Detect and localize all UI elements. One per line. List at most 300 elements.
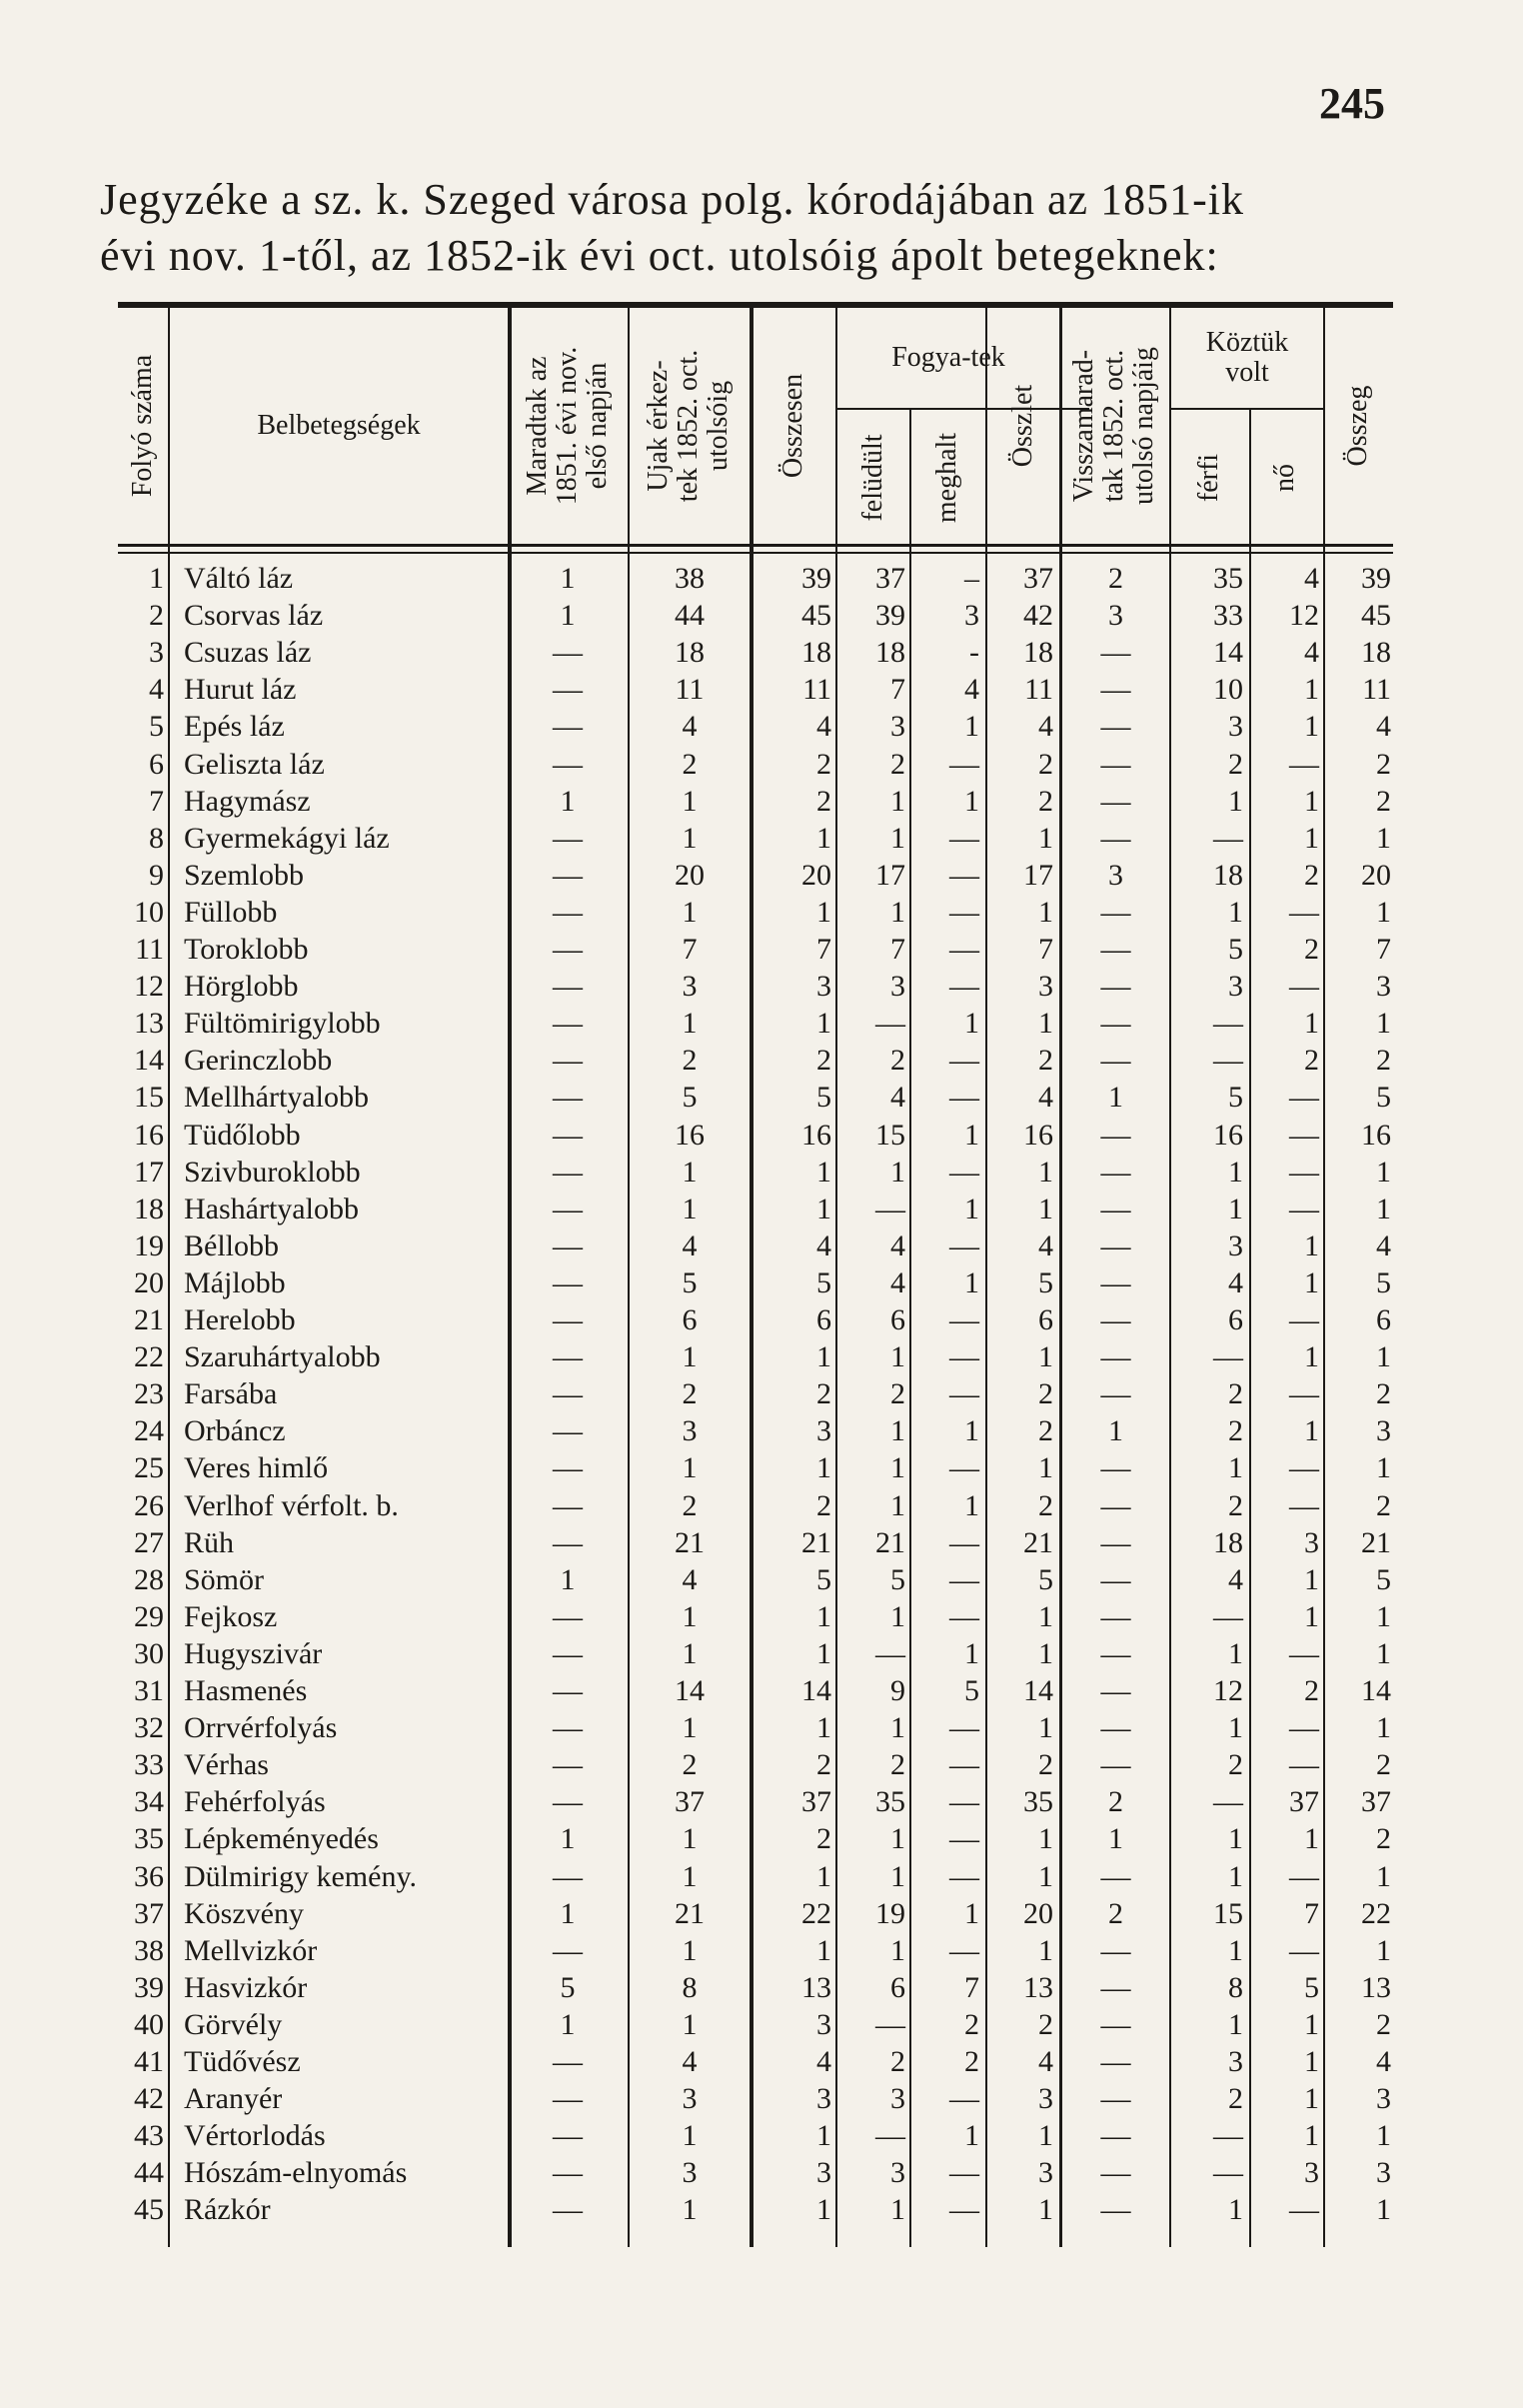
grand-total-value: 14	[1361, 1674, 1391, 1707]
total-value: 4	[816, 1228, 831, 1262]
died-value: —	[949, 1748, 979, 1782]
male-value: —	[1213, 2119, 1243, 2153]
female-value: —	[1289, 1192, 1319, 1225]
grand-total-value: 2	[1376, 747, 1391, 781]
male-value: 1	[1228, 1711, 1243, 1745]
male-value: —	[1213, 1044, 1243, 1078]
female-value: —	[1289, 1155, 1319, 1189]
total-value: 1	[816, 1711, 831, 1745]
disease-name: Lépkeményedés	[184, 1822, 379, 1856]
row-number: 38	[134, 1933, 164, 1967]
female-value: —	[1289, 1118, 1319, 1152]
female-value: —	[1289, 970, 1319, 1004]
male-value: 1	[1228, 1192, 1243, 1225]
total-value: 18	[801, 636, 831, 670]
male-value: 1	[1228, 1859, 1243, 1893]
new-value: 1	[682, 1451, 698, 1485]
died-value: 3	[964, 599, 979, 633]
new-value: 21	[675, 1525, 705, 1559]
recovered-value: 2	[890, 2045, 905, 2078]
new-value: 1	[682, 1599, 698, 1633]
stayed-value: —	[1100, 1933, 1131, 1967]
stayed-value: —	[1100, 1748, 1131, 1782]
row-number: 18	[134, 1192, 164, 1225]
female-value: —	[1289, 1636, 1319, 1670]
disease-name: Aranyér	[184, 2082, 283, 2116]
total-value: 3	[816, 2156, 831, 2190]
female-value: 1	[1304, 2119, 1319, 2153]
new-value: 1	[682, 1340, 698, 1374]
grand-total-value: 5	[1376, 1562, 1391, 1596]
recovered-value: 7	[890, 673, 905, 707]
remained-value: —	[553, 858, 583, 892]
male-value: 16	[1213, 1118, 1243, 1152]
recovered-value: 21	[875, 1525, 905, 1559]
disease-name: Hörglobb	[184, 970, 299, 1004]
total-value: 2	[816, 1488, 831, 1522]
grand-total-value: 1	[1376, 1192, 1391, 1225]
total-value: 1	[816, 1340, 831, 1374]
recovered-value: 2	[890, 747, 905, 781]
male-value: 3	[1228, 2045, 1243, 2078]
row-number: 24	[134, 1414, 164, 1448]
new-value: 4	[682, 2045, 698, 2078]
table-row	[118, 1709, 1393, 1746]
recovered-value: 1	[890, 1711, 905, 1745]
remained-value: 1	[560, 2007, 576, 2041]
row-number: 21	[134, 1303, 164, 1336]
table-row	[118, 1895, 1393, 1932]
table-row	[118, 1820, 1393, 1857]
total-value: 2	[816, 747, 831, 781]
grand-total-value: 4	[1376, 710, 1391, 744]
stayed-value: —	[1100, 1007, 1131, 1041]
remained-value: —	[553, 1044, 583, 1078]
header-bottom-rule	[118, 544, 1393, 547]
recovered-value: 1	[890, 1822, 905, 1856]
row-number: 23	[134, 1377, 164, 1411]
header-remained-line: Maradtak az	[522, 356, 553, 496]
new-value: 11	[675, 673, 705, 707]
total-value: 11	[802, 673, 831, 707]
total-value: 37	[801, 1785, 831, 1819]
male-value: 5	[1228, 933, 1243, 966]
remained-value: —	[553, 2193, 583, 2227]
new-value: 18	[675, 636, 705, 670]
disease-name: Epés láz	[184, 710, 285, 744]
died-value: —	[949, 1081, 979, 1115]
stayed-value: 1	[1108, 1822, 1123, 1856]
died-value: 1	[964, 1636, 979, 1670]
died-value: —	[949, 1525, 979, 1559]
remained-value: 1	[560, 1822, 576, 1856]
male-value: 2	[1228, 2082, 1243, 2116]
table-row	[118, 1227, 1393, 1264]
remained-value: —	[553, 1785, 583, 1819]
new-value: 2	[682, 1377, 698, 1411]
stayed-value: —	[1100, 1044, 1131, 1078]
grand-total-value: 2	[1376, 1488, 1391, 1522]
died-value: —	[949, 1562, 979, 1596]
recovered-value: 4	[890, 1228, 905, 1262]
total-value: 3	[816, 2082, 831, 2116]
male-value: 3	[1228, 970, 1243, 1004]
table-row	[118, 1264, 1393, 1301]
osszlet-value: 2	[1038, 1044, 1053, 1078]
new-value: 1	[682, 1192, 698, 1225]
osszlet-value: 1	[1038, 1340, 1053, 1374]
new-value: 5	[682, 1265, 698, 1299]
disease-name: Füllobb	[184, 895, 278, 929]
recovered-value: 1	[890, 1599, 905, 1633]
header-male: férfi	[1193, 453, 1224, 503]
remained-value: 5	[560, 1970, 576, 2004]
table-row	[118, 968, 1393, 1005]
died-value: 2	[964, 2045, 979, 2078]
header-remained	[523, 347, 613, 505]
grand-total-value: 1	[1376, 1340, 1391, 1374]
died-value: —	[949, 1933, 979, 1967]
table-row	[118, 931, 1393, 968]
table-row	[118, 1746, 1393, 1783]
total-value: 3	[816, 2007, 831, 2041]
new-value: 1	[682, 1859, 698, 1893]
female-value: 12	[1289, 599, 1319, 633]
grand-total-value: 4	[1376, 1228, 1391, 1262]
new-value: 1	[682, 1711, 698, 1745]
total-value: 20	[801, 858, 831, 892]
female-value: —	[1289, 1377, 1319, 1411]
remained-value: —	[553, 2156, 583, 2190]
died-value: 1	[964, 1896, 979, 1930]
recovered-value: 1	[890, 1414, 905, 1448]
total-value: 7	[816, 933, 831, 966]
header-stayed-line: Visszamarad-	[1068, 349, 1099, 503]
new-value: 14	[675, 1674, 705, 1707]
osszlet-value: 13	[1023, 1970, 1053, 2004]
female-value: 4	[1304, 636, 1319, 670]
remained-value: —	[553, 1007, 583, 1041]
total-value: 1	[816, 1155, 831, 1189]
disease-name: Fejkosz	[184, 1599, 278, 1633]
osszlet-value: 1	[1038, 1822, 1053, 1856]
female-value: —	[1289, 1933, 1319, 1967]
remained-value: 1	[560, 1896, 576, 1930]
table-row	[118, 1338, 1393, 1375]
row-number: 41	[134, 2045, 164, 2078]
total-value: 2	[816, 1748, 831, 1782]
died-value: 2	[964, 2007, 979, 2041]
disease-name: Szemlobb	[184, 858, 304, 892]
row-number: 42	[134, 2082, 164, 2116]
female-value: 1	[1304, 1007, 1319, 1041]
remained-value: —	[553, 1228, 583, 1262]
disease-name: Hasvizkór	[184, 1970, 308, 2004]
total-value: 14	[801, 1674, 831, 1707]
stayed-value: —	[1100, 2193, 1131, 2227]
row-number: 36	[134, 1859, 164, 1893]
osszlet-value: 1	[1038, 2119, 1053, 2153]
stayed-value: —	[1100, 2082, 1131, 2116]
recovered-value: 3	[890, 2082, 905, 2116]
stayed-value: —	[1100, 2156, 1131, 2190]
disease-name: Hurut láz	[184, 673, 297, 707]
disease-name: Csuzas láz	[184, 636, 312, 670]
new-value: 1	[682, 784, 698, 818]
total-value: 5	[816, 1562, 831, 1596]
new-value: 1	[682, 1007, 698, 1041]
stayed-value: —	[1100, 1859, 1131, 1893]
died-value: —	[949, 2193, 979, 2227]
recovered-value: —	[875, 1192, 905, 1225]
grand-total-value: 16	[1361, 1118, 1391, 1152]
died-value: 4	[964, 673, 979, 707]
new-value: 2	[682, 747, 698, 781]
stayed-value: —	[1100, 821, 1131, 855]
remained-value: —	[553, 1859, 583, 1893]
female-value: 1	[1304, 1599, 1319, 1633]
row-number: 8	[149, 821, 164, 855]
osszlet-value: 1	[1038, 821, 1053, 855]
osszlet-value: 1	[1038, 1599, 1053, 1633]
row-number: 10	[134, 895, 164, 929]
total-value: 4	[816, 2045, 831, 2078]
new-value: 2	[682, 1044, 698, 1078]
stayed-value: —	[1100, 2007, 1131, 2041]
recovered-value: 3	[890, 710, 905, 744]
disease-name: Váltó láz	[184, 562, 294, 595]
recovered-value: 3	[890, 970, 905, 1004]
new-value: 1	[682, 2193, 698, 2227]
table-row	[118, 894, 1393, 931]
grand-total-value: 3	[1376, 2156, 1391, 2190]
grand-total-value: 1	[1376, 1711, 1391, 1745]
osszlet-value: 4	[1038, 710, 1053, 744]
new-value: 2	[682, 1748, 698, 1782]
remained-value: —	[553, 1414, 583, 1448]
header-total: Összesen	[777, 373, 808, 479]
died-value: —	[949, 1228, 979, 1262]
died-value: 1	[964, 2119, 979, 2153]
disease-name: Mellhártyalobb	[184, 1081, 369, 1115]
male-value: —	[1213, 1340, 1243, 1374]
row-number: 26	[134, 1488, 164, 1522]
male-value: 2	[1228, 1748, 1243, 1782]
grand-total-value: 3	[1376, 1414, 1391, 1448]
remained-value: —	[553, 1488, 583, 1522]
male-value: 10	[1213, 673, 1243, 707]
died-value: —	[949, 1711, 979, 1745]
table-row	[118, 671, 1393, 708]
total-value: 45	[801, 599, 831, 633]
row-number: 20	[134, 1265, 164, 1299]
stayed-value: —	[1100, 1525, 1131, 1559]
recovered-value: —	[875, 1007, 905, 1041]
remained-value: 1	[560, 784, 576, 818]
disease-name: Hashártyalobb	[184, 1192, 359, 1225]
male-value: 1	[1228, 1636, 1243, 1670]
total-value: 4	[816, 710, 831, 744]
total-value: 5	[816, 1081, 831, 1115]
row-number: 7	[149, 784, 164, 818]
died-value: 1	[964, 1007, 979, 1041]
table-row	[118, 708, 1393, 745]
osszlet-value: 21	[1023, 1525, 1053, 1559]
male-value: 1	[1228, 895, 1243, 929]
header-died: meghalt	[931, 432, 962, 524]
remained-value: 1	[560, 562, 576, 595]
row-number: 1	[149, 562, 164, 595]
row-number: 3	[149, 636, 164, 670]
died-value: —	[949, 1044, 979, 1078]
table-row	[118, 2080, 1393, 2117]
row-number: 32	[134, 1711, 164, 1745]
osszlet-value: 5	[1038, 1562, 1053, 1596]
new-value: 1	[682, 1636, 698, 1670]
female-value: 1	[1304, 1562, 1319, 1596]
female-value: 1	[1304, 2007, 1319, 2041]
page-number: 245	[1319, 79, 1385, 128]
header-remained-line: első napján	[582, 362, 613, 490]
grand-total-value: 1	[1376, 2119, 1391, 2153]
osszlet-value: 4	[1038, 1081, 1053, 1115]
new-value: 4	[682, 710, 698, 744]
header-stayed-line: utolsó napjáig	[1128, 347, 1159, 505]
row-number: 14	[134, 1044, 164, 1078]
remained-value: —	[553, 1674, 583, 1707]
recovered-value: 1	[890, 1859, 905, 1893]
recovered-value: —	[875, 2007, 905, 2041]
male-value: 6	[1228, 1303, 1243, 1336]
header-new-line: tek 1852. oct.	[673, 349, 704, 503]
grand-total-value: 1	[1376, 1599, 1391, 1633]
osszlet-value: 2	[1038, 2007, 1053, 2041]
disease-name: Vérhas	[184, 1748, 269, 1782]
male-value: 1	[1228, 784, 1243, 818]
disease-name: Gerinczlobb	[184, 1044, 333, 1078]
header-stayed-line: tak 1852. oct.	[1098, 349, 1129, 503]
disease-name: Farsába	[184, 1377, 278, 1411]
remained-value: 1	[560, 599, 576, 633]
total-value: 1	[816, 895, 831, 929]
total-value: 16	[801, 1118, 831, 1152]
grand-total-value: 1	[1376, 1451, 1391, 1485]
male-value: 1	[1228, 1451, 1243, 1485]
new-value: 16	[675, 1118, 705, 1152]
disease-name: Gyermekágyi láz	[184, 821, 390, 855]
header-fogyatek: Fogya-tek	[891, 342, 1005, 373]
osszlet-value: 1	[1038, 1711, 1053, 1745]
grand-total-value: 2	[1376, 1822, 1391, 1856]
died-value: —	[949, 933, 979, 966]
female-value: —	[1289, 1488, 1319, 1522]
header-female: nő	[1269, 464, 1300, 492]
row-number: 19	[134, 1228, 164, 1262]
new-value: 3	[682, 970, 698, 1004]
grand-total-value: 22	[1361, 1896, 1391, 1930]
new-value: 5	[682, 1081, 698, 1115]
osszlet-value: 20	[1023, 1896, 1053, 1930]
row-number: 9	[149, 858, 164, 892]
died-value: —	[949, 1451, 979, 1485]
row-number: 34	[134, 1785, 164, 1819]
female-value: —	[1289, 1859, 1319, 1893]
grand-total-value: 1	[1376, 1933, 1391, 1967]
recovered-value: 17	[875, 858, 905, 892]
osszlet-value: 6	[1038, 1303, 1053, 1336]
new-value: 1	[682, 2007, 698, 2041]
disease-name: Hasmenés	[184, 1674, 308, 1707]
died-value: —	[949, 1785, 979, 1819]
male-value: —	[1213, 1785, 1243, 1819]
remained-value: —	[553, 2082, 583, 2116]
stayed-value: 1	[1108, 1081, 1123, 1115]
remained-value: —	[553, 673, 583, 707]
recovered-value: 1	[890, 1340, 905, 1374]
table-row	[118, 1117, 1393, 1154]
recovered-value: —	[875, 1636, 905, 1670]
table-row	[118, 1561, 1393, 1598]
table-row	[118, 560, 1393, 597]
total-value: 1	[816, 1859, 831, 1893]
remained-value: —	[553, 2119, 583, 2153]
remained-value: —	[553, 1451, 583, 1485]
osszlet-value: 3	[1038, 2156, 1053, 2190]
died-value: 1	[964, 710, 979, 744]
disease-name: Köszvény	[184, 1896, 304, 1930]
row-number: 31	[134, 1674, 164, 1707]
new-value: 44	[675, 599, 705, 633]
table-row	[118, 1154, 1393, 1191]
new-value: 4	[682, 1562, 698, 1596]
total-value: 5	[816, 1265, 831, 1299]
died-value: —	[949, 970, 979, 1004]
total-value: 6	[816, 1303, 831, 1336]
header-stayed	[1069, 347, 1159, 505]
grand-total-value: 1	[1376, 1155, 1391, 1189]
female-value: —	[1289, 747, 1319, 781]
died-value: —	[949, 1859, 979, 1893]
table-row	[118, 1783, 1393, 1820]
row-number: 39	[134, 1970, 164, 2004]
male-value: 2	[1228, 747, 1243, 781]
new-value: 6	[682, 1303, 698, 1336]
recovered-value: 9	[890, 1674, 905, 1707]
disease-name: Sömör	[184, 1562, 265, 1596]
recovered-value: 4	[890, 1265, 905, 1299]
stayed-value: —	[1100, 933, 1131, 966]
total-value: 1	[816, 1933, 831, 1967]
recovered-value: 7	[890, 933, 905, 966]
grand-total-value: 4	[1376, 2045, 1391, 2078]
grand-total-value: 2	[1376, 2007, 1391, 2041]
table-row	[118, 2043, 1393, 2080]
stayed-value: —	[1100, 1228, 1131, 1262]
header-bottom-rule-2	[118, 552, 1393, 554]
female-value: 3	[1304, 2156, 1319, 2190]
table-row	[118, 1635, 1393, 1672]
recovered-value: 18	[875, 636, 905, 670]
osszlet-value: 7	[1038, 933, 1053, 966]
remained-value: —	[553, 1748, 583, 1782]
row-number: 5	[149, 710, 164, 744]
remained-value: —	[553, 636, 583, 670]
grand-total-value: 39	[1361, 562, 1391, 595]
male-value: 14	[1213, 636, 1243, 670]
table-row	[118, 1858, 1393, 1895]
grand-total-value: 7	[1376, 933, 1391, 966]
female-value: 2	[1304, 1674, 1319, 1707]
